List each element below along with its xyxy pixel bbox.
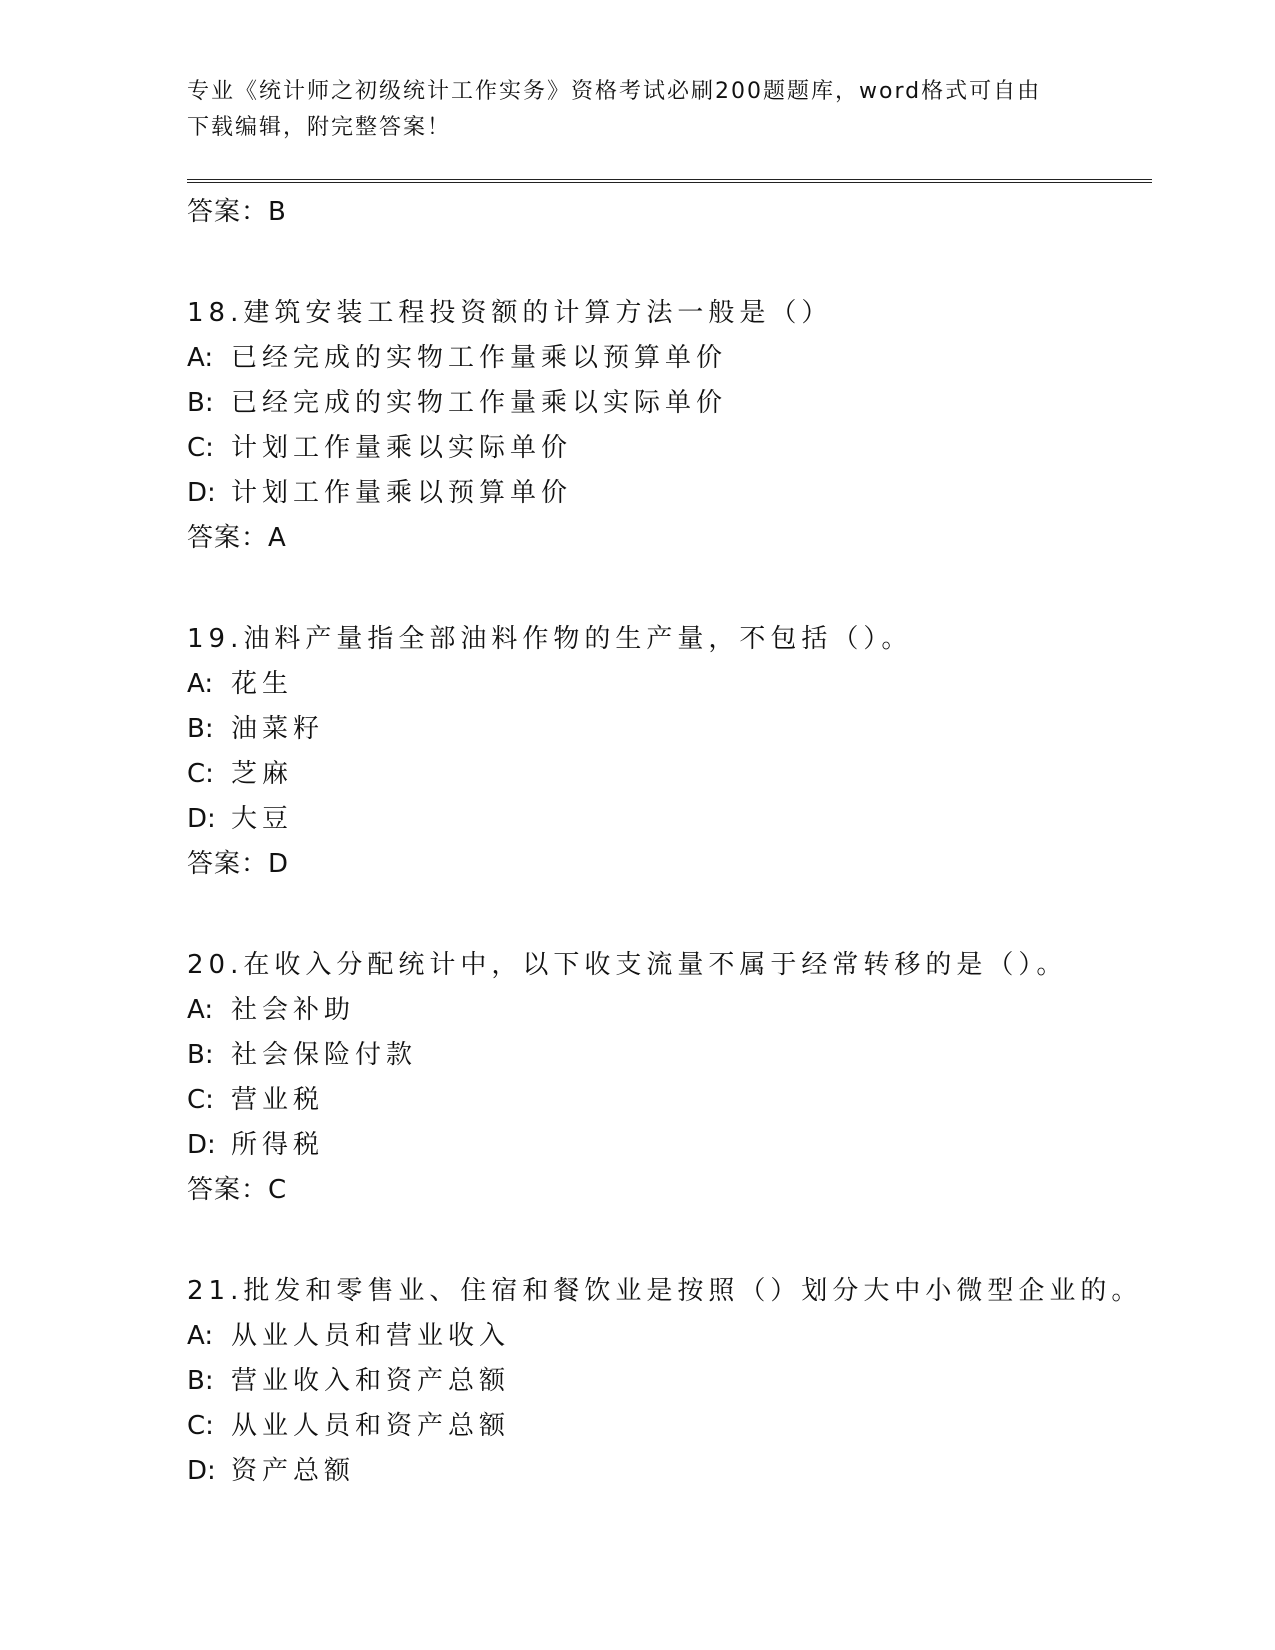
question-block bbox=[187, 943, 1152, 1213]
option-text: 营业收入和资产总额 bbox=[231, 1366, 511, 1396]
question-block bbox=[187, 617, 1152, 887]
question-text: 20.在收入分配统计中，以下收支流量不属于经常转移的是（）。 bbox=[187, 950, 1068, 980]
option-letter: B: bbox=[187, 714, 214, 744]
option-letter: A: bbox=[187, 343, 214, 373]
question-text: 21.批发和零售业、住宿和餐饮业是按照（）划分大中小微型企业的。 bbox=[187, 1276, 1143, 1306]
option-letter: B: bbox=[187, 1366, 214, 1396]
option-c bbox=[187, 1078, 1152, 1123]
header-line-1: 专业《统计师之初级统计工作实务》资格考试必刷200题题库，word格式可自由 bbox=[187, 79, 1042, 104]
option-letter: D: bbox=[187, 1456, 216, 1486]
option-text: 芝麻 bbox=[231, 759, 294, 789]
option-b bbox=[187, 1359, 1152, 1404]
header-divider bbox=[187, 179, 1152, 183]
option-d bbox=[187, 471, 1152, 516]
question-text: 19.油料产量指全部油料作物的生产量，不包括（）。 bbox=[187, 624, 913, 654]
answer-line: 答案：A bbox=[187, 523, 287, 553]
option-text: 从业人员和营业收入 bbox=[231, 1321, 511, 1351]
option-c bbox=[187, 426, 1152, 471]
option-a bbox=[187, 662, 1152, 707]
option-b bbox=[187, 1033, 1152, 1078]
option-letter: A: bbox=[187, 669, 214, 699]
option-text: 所得税 bbox=[231, 1130, 325, 1160]
option-text: 油菜籽 bbox=[231, 714, 325, 744]
option-text: 资产总额 bbox=[231, 1456, 356, 1486]
header-line-2: 下载编辑，附完整答案！ bbox=[187, 115, 452, 140]
question-block bbox=[187, 1269, 1152, 1494]
option-letter: C: bbox=[187, 1411, 214, 1441]
previous-answer: 答案：B bbox=[187, 197, 287, 227]
option-text: 已经完成的实物工作量乘以实际单价 bbox=[231, 388, 728, 418]
document-header bbox=[187, 74, 1087, 146]
option-letter: C: bbox=[187, 433, 214, 463]
option-a bbox=[187, 336, 1152, 381]
option-a bbox=[187, 988, 1152, 1033]
option-c bbox=[187, 1404, 1152, 1449]
option-letter: B: bbox=[187, 388, 214, 418]
question-block bbox=[187, 291, 1152, 561]
option-d bbox=[187, 797, 1152, 842]
option-a bbox=[187, 1314, 1152, 1359]
option-d bbox=[187, 1123, 1152, 1168]
option-b bbox=[187, 381, 1152, 426]
answer-line: 答案：C bbox=[187, 1175, 288, 1205]
option-letter: C: bbox=[187, 1085, 214, 1115]
option-d bbox=[187, 1449, 1152, 1494]
option-letter: A: bbox=[187, 1321, 214, 1351]
option-text: 已经完成的实物工作量乘以预算单价 bbox=[231, 343, 728, 373]
option-text: 从业人员和资产总额 bbox=[231, 1411, 511, 1441]
option-b bbox=[187, 707, 1152, 752]
question-list bbox=[187, 190, 1152, 1494]
option-letter: B: bbox=[187, 1040, 214, 1070]
option-c bbox=[187, 752, 1152, 797]
option-text: 营业税 bbox=[231, 1085, 325, 1115]
option-text: 社会补助 bbox=[231, 995, 356, 1025]
answer-line: 答案：D bbox=[187, 849, 290, 879]
option-letter: D: bbox=[187, 1130, 216, 1160]
option-letter: C: bbox=[187, 759, 214, 789]
option-text: 花生 bbox=[231, 669, 294, 699]
option-letter: D: bbox=[187, 478, 216, 508]
option-letter: A: bbox=[187, 995, 214, 1025]
option-text: 社会保险付款 bbox=[231, 1040, 418, 1070]
option-text: 大豆 bbox=[231, 804, 294, 834]
option-letter: D: bbox=[187, 804, 216, 834]
option-text: 计划工作量乘以实际单价 bbox=[231, 433, 573, 463]
option-text: 计划工作量乘以预算单价 bbox=[231, 478, 573, 508]
question-text: 18.建筑安装工程投资额的计算方法一般是（） bbox=[187, 298, 833, 328]
